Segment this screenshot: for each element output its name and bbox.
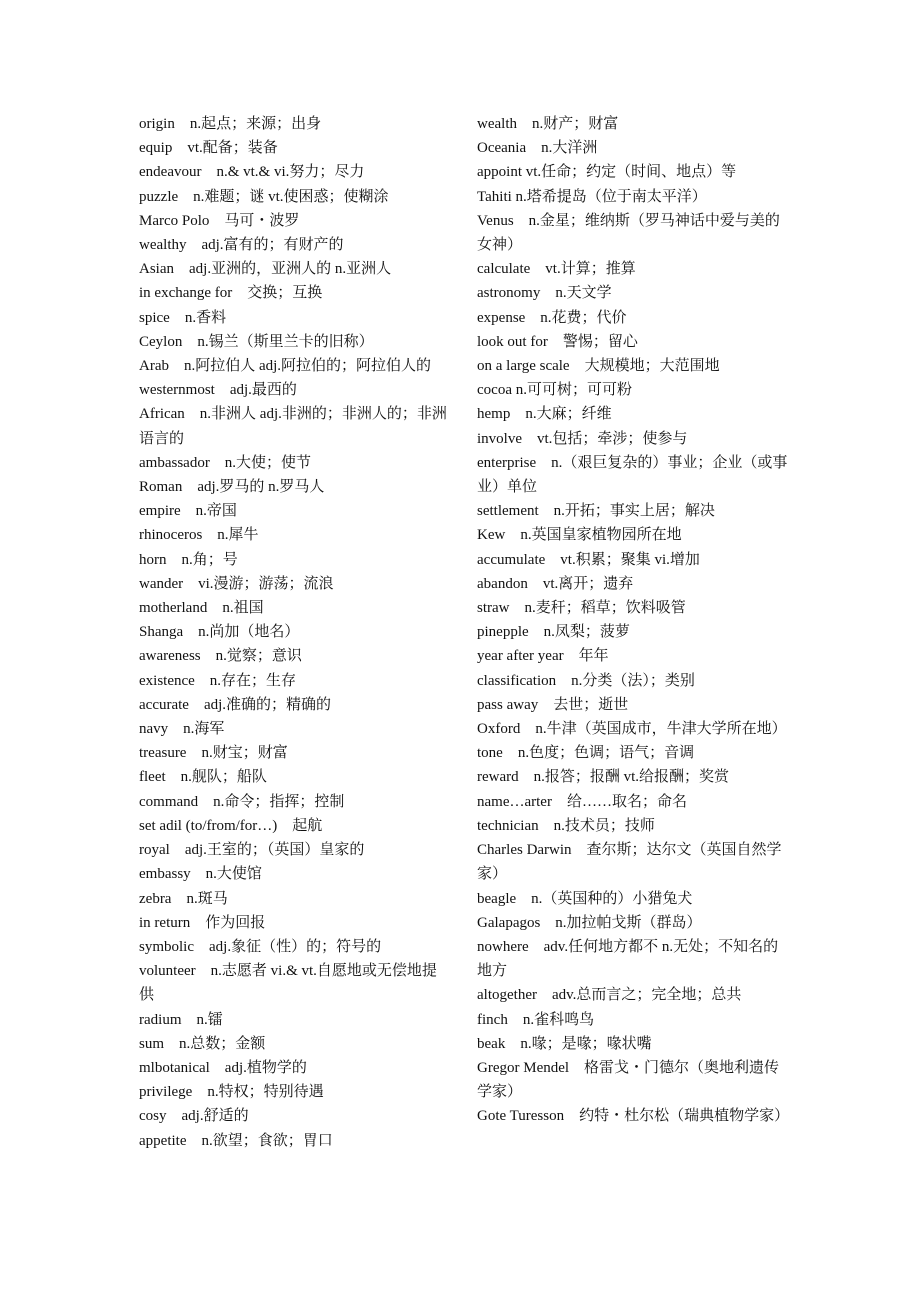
vocab-entry: appetite n.欲望；食欲；胃口: [139, 1132, 333, 1149]
vocab-entry: endeavour n.& vt.& vi.努力；尽力: [139, 164, 365, 181]
vocab-entry: Oxford n.牛津（英国成市，牛津大学所在地）: [477, 721, 787, 738]
vocab-entry: navy n.海军: [139, 721, 225, 738]
vocab-entry: Oceania n.大洋洲: [477, 140, 598, 157]
vocab-entry: treasure n.财宝；财富: [139, 745, 288, 762]
vocab-entry: Gregor Mendel 格雷戈・门德尔（奥地利遗传学家）: [477, 1059, 780, 1101]
vocab-column-left: [139, 112, 451, 1153]
vocab-entry: Venus n.金星；维纳斯（罗马神话中爱与美的女神）: [477, 212, 780, 254]
vocab-entry: zebra n.斑马: [139, 890, 228, 907]
vocab-entry: straw n.麦秆；稻草；饮料吸管: [477, 600, 686, 617]
vocab-entry: settlement n.开拓；事实上居；解决: [477, 503, 715, 520]
vocab-entry: calculate vt.计算；推算: [477, 261, 636, 278]
vocab-entry: westernmost adj.最西的: [139, 382, 297, 399]
vocab-entry: volunteer n.志愿者 vi.& vt.自愿地或无偿地提供: [139, 963, 437, 1004]
vocab-entry: year after year 年年: [477, 648, 609, 665]
vocab-entry: existence n.存在；生存: [139, 672, 297, 689]
vocab-entry: cosy adj.舒适的: [139, 1108, 249, 1125]
vocab-entry: nowhere adv.任何地方都不 n.无处；不知名的地方: [477, 938, 779, 980]
vocab-entry: Galapagos n.加拉帕戈斯（群岛）: [477, 914, 702, 931]
vocab-entry: set adil (to/from/for…) 起航: [139, 817, 323, 834]
vocab-entry: equip vt.配备；装备: [139, 140, 278, 157]
vocab-entry: Shanga n.尚加（地名）: [139, 624, 300, 641]
vocab-entry: pass away 去世；逝世: [477, 696, 629, 713]
vocab-entry: privilege n.特权；特别待遇: [139, 1084, 324, 1101]
vocab-entry: accurate adj.准确的；精确的: [139, 696, 332, 713]
vocab-entry: Kew n.英国皇家植物园所在地: [477, 527, 682, 544]
vocab-entry: command n.命令；指挥；控制: [139, 793, 345, 810]
vocab-entry: royal adj.王室的；（英国）皇家的: [139, 842, 365, 859]
vocab-entry: fleet n.舰队；船队: [139, 769, 267, 786]
vocab-entry: wander vi.漫游；游荡；流浪: [139, 575, 334, 592]
vocab-entry: enterprise n.（艰巨复杂的）事业；企业（或事业）单位: [477, 454, 788, 496]
vocab-entry: in return 作为回报: [139, 914, 266, 931]
vocab-entry: tone n.色度；色调；语气；音调: [477, 745, 695, 762]
vocab-entry: African n.非洲人 adj.非洲的；非洲人的；非洲语言的: [139, 406, 447, 447]
vocab-entry: awareness n.觉察；意识: [139, 648, 302, 665]
vocab-entry: origin n.起点；来源；出身: [139, 116, 322, 132]
vocab-entry: Asian adj.亚洲的，亚洲人的 n.亚洲人: [139, 261, 392, 278]
vocab-entry: beak n.喙；是喙；喙状嘴: [477, 1035, 652, 1052]
vocab-entry: finch n.雀科鸣鸟: [477, 1011, 595, 1028]
vocab-entry: Tahiti n.塔希提岛（位于南太平洋）: [477, 188, 707, 205]
vocab-entry: hemp n.大麻；纤维: [477, 406, 612, 423]
vocab-entry: ambassador n.大使；使节: [139, 454, 312, 471]
vocab-entry: puzzle n.难题；谜 vt.使困惑；使糊涂: [139, 188, 389, 205]
vocab-entry: Arab n.阿拉伯人 adj.阿拉伯的；阿拉伯人的: [139, 358, 432, 375]
vocab-entry: expense n.花费；代价: [477, 309, 627, 326]
vocab-entry: motherland n.祖国: [139, 600, 264, 617]
vocab-entry: altogether adv.总而言之；完全地；总共: [477, 987, 742, 1004]
vocab-entry: symbolic adj.象征（性）的；符号的: [139, 938, 382, 955]
vocab-entry: on a large scale 大规模地；大范围地: [477, 358, 720, 375]
vocab-entry: rhinoceros n.犀牛: [139, 527, 259, 544]
vocab-entry: astronomy n.天文学: [477, 285, 612, 302]
vocab-entry: beagle n.（英国种的）小猎兔犬: [477, 890, 693, 907]
vocab-entry: accumulate vt.积累；聚集 vi.增加: [477, 551, 700, 568]
vocab-entry: wealth n.财产；财富: [477, 116, 619, 132]
vocab-column-right: [477, 112, 789, 1129]
vocab-entry: radium n.镭: [139, 1011, 223, 1028]
vocab-entry: Roman adj.罗马的 n.罗马人: [139, 479, 325, 496]
vocab-entry: name…arter 给……取名；命名: [477, 793, 687, 810]
vocab-entry: reward n.报答；报酬 vt.给报酬；奖赏: [477, 769, 730, 786]
vocab-entry: horn n.角；号: [139, 551, 238, 568]
vocab-entry: pinepple n.凤梨；菠萝: [477, 624, 630, 641]
vocab-entry: mlbotanical adj.植物学的: [139, 1059, 307, 1076]
vocab-entry: embassy n.大使馆: [139, 866, 262, 883]
vocab-entry: classification n.分类（法）；类别: [477, 672, 695, 689]
vocab-entry: look out for 警惕；留心: [477, 333, 638, 350]
vocab-entry: spice n.香料: [139, 309, 227, 326]
vocab-entry: in exchange for 交换；互换: [139, 285, 323, 302]
vocab-entry: appoint vt.任命；约定（时间、地点）等: [477, 164, 737, 181]
vocab-entry: involve vt.包括；牵涉；使参与: [477, 430, 688, 447]
vocab-entry: empire n.帝国: [139, 503, 237, 520]
vocab-entry: wealthy adj.富有的；有财产的: [139, 237, 344, 254]
vocab-entry: Marco Polo 马可・波罗: [139, 212, 300, 229]
vocab-entry: Gote Turesson 约特・杜尔松（瑞典植物学家）: [477, 1108, 790, 1125]
vocab-entry: Ceylon n.锡兰（斯里兰卡的旧称）: [139, 333, 374, 350]
vocab-entry: sum n.总数；金额: [139, 1035, 266, 1052]
vocab-entry: abandon vt.离开；遗弃: [477, 575, 634, 592]
vocab-entry: Charles Darwin 查尔斯；达尔文（英国自然学家）: [477, 842, 782, 883]
vocab-entry: technician n.技术员；技师: [477, 817, 655, 834]
vocab-entry: cocoa n.可可树；可可粉: [477, 382, 632, 399]
